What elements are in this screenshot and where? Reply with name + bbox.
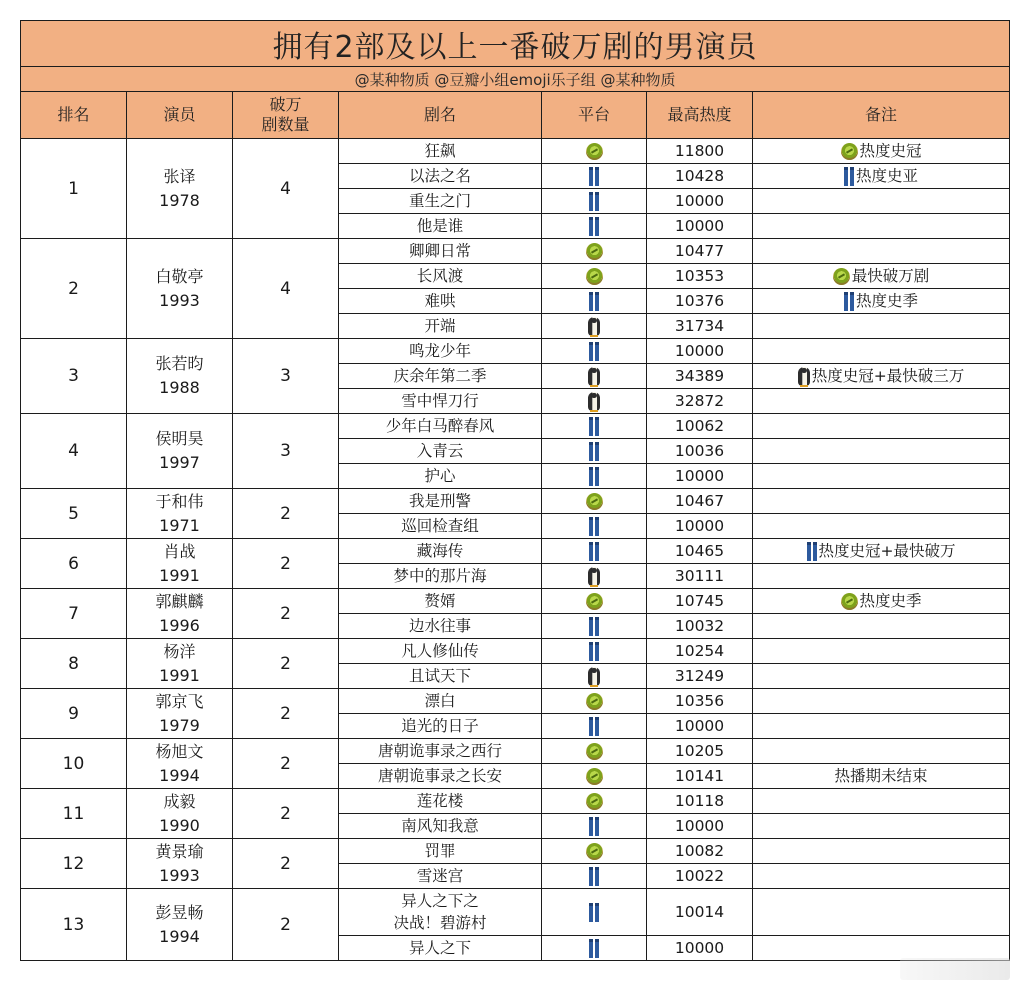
heat-cell: 10254 — [647, 639, 753, 664]
kiwi-icon — [841, 143, 858, 160]
note-cell — [753, 464, 1010, 489]
actor-name: 郭麒麟 — [155, 591, 204, 611]
platform-cell — [542, 936, 647, 961]
note-cell — [753, 164, 1010, 189]
heat-cell: 10014 — [647, 889, 753, 936]
show-name-cell: 以法之名 — [339, 164, 542, 189]
platform-cell — [542, 364, 647, 389]
jeans-icon — [589, 342, 599, 361]
actor-birth-year: 1991 — [159, 565, 200, 585]
show-name-cell: 雪迷宫 — [339, 864, 542, 889]
rank-cell: 1 — [21, 139, 127, 239]
kiwi-icon — [586, 268, 603, 285]
header-show: 剧名 — [339, 92, 542, 139]
show-name-cell: 漂白 — [339, 689, 542, 714]
actor-name: 侯明昊 — [155, 429, 204, 448]
heat-cell: 10205 — [647, 739, 753, 764]
show-name-cell: 南风知我意 — [339, 814, 542, 839]
heat-cell: 10000 — [647, 189, 753, 214]
platform-cell — [542, 214, 647, 239]
rank-cell: 12 — [21, 839, 127, 889]
jeans-icon — [844, 167, 854, 186]
show-name-cell: 异人之下 — [339, 936, 542, 961]
table-row — [21, 839, 1010, 864]
note-cell — [753, 239, 1010, 264]
actor-name: 杨洋 — [163, 641, 196, 661]
table-row — [21, 239, 1010, 264]
count-cell: 2 — [233, 639, 339, 689]
platform-cell — [542, 764, 647, 789]
show-name-cell: 长风渡 — [339, 264, 542, 289]
table-row — [21, 489, 1010, 514]
heat-cell: 32872 — [647, 389, 753, 414]
platform-cell — [542, 489, 647, 514]
note-cell — [753, 789, 1010, 814]
heat-cell: 10376 — [647, 289, 753, 314]
show-name-cell: 开端 — [339, 314, 542, 339]
actor-birth-year: 1993 — [159, 290, 200, 310]
rank-cell: 9 — [21, 689, 127, 739]
platform-cell — [542, 714, 647, 739]
heat-cell: 31734 — [647, 314, 753, 339]
platform-cell — [542, 389, 647, 414]
note-cell — [753, 214, 1010, 239]
platform-cell — [542, 839, 647, 864]
header-actor: 演员 — [127, 92, 233, 139]
show-name-cell: 追光的日子 — [339, 714, 542, 739]
actor-cell — [127, 489, 233, 539]
heat-cell: 10000 — [647, 814, 753, 839]
note-cell — [753, 589, 1010, 614]
count-cell: 4 — [233, 239, 339, 339]
show-name-cell: 且试天下 — [339, 664, 542, 689]
platform-cell — [542, 814, 647, 839]
platform-cell — [542, 239, 647, 264]
header-platform: 平台 — [542, 92, 647, 139]
platform-cell — [542, 739, 647, 764]
note-text: 最快破万剧 — [851, 267, 930, 285]
platform-cell — [542, 189, 647, 214]
note-cell — [753, 889, 1010, 936]
show-name-line2: 决战！碧游村 — [393, 914, 487, 932]
kiwi-icon — [586, 843, 603, 860]
platform-cell — [542, 639, 647, 664]
heat-cell: 10465 — [647, 539, 753, 564]
heat-cell: 10032 — [647, 614, 753, 639]
actor-cell — [127, 889, 233, 961]
actor-cell — [127, 539, 233, 589]
actor-cell — [127, 339, 233, 414]
platform-cell — [542, 439, 647, 464]
count-cell: 2 — [233, 789, 339, 839]
show-name-cell: 赘婿 — [339, 589, 542, 614]
table-row — [21, 414, 1010, 439]
show-name-cell: 巡回检查组 — [339, 514, 542, 539]
actor-name: 张若昀 — [155, 354, 204, 373]
heat-cell: 30111 — [647, 564, 753, 589]
penguin-icon — [798, 367, 810, 386]
actor-birth-year: 1978 — [159, 190, 200, 210]
show-name-cell: 凡人修仙传 — [339, 639, 542, 664]
heat-cell: 10062 — [647, 414, 753, 439]
table-row — [21, 339, 1010, 364]
show-name-cell: 重生之门 — [339, 189, 542, 214]
note-text: 热度史冠 — [859, 142, 922, 160]
table-row — [21, 889, 1010, 936]
jeans-icon — [589, 617, 599, 636]
kiwi-icon — [841, 593, 858, 610]
note-cell — [753, 364, 1010, 389]
show-name-cell: 卿卿日常 — [339, 239, 542, 264]
show-name-cell: 藏海传 — [339, 539, 542, 564]
actor-cell — [127, 589, 233, 639]
kiwi-icon — [586, 593, 603, 610]
show-name-cell: 护心 — [339, 464, 542, 489]
table-row — [21, 689, 1010, 714]
kiwi-icon — [586, 768, 603, 785]
jeans-icon — [589, 717, 599, 736]
rank-cell: 8 — [21, 639, 127, 689]
platform-cell — [542, 564, 647, 589]
show-name-cell: 庆余年第二季 — [339, 364, 542, 389]
show-name-cell: 梦中的那片海 — [339, 564, 542, 589]
jeans-icon — [589, 542, 599, 561]
table-row — [21, 639, 1010, 664]
platform-cell — [542, 164, 647, 189]
actor-name: 白敬亭 — [155, 266, 204, 286]
jeans-icon — [589, 292, 599, 311]
note-cell — [753, 839, 1010, 864]
jeans-icon — [589, 167, 599, 186]
actor-birth-year: 1996 — [159, 615, 200, 635]
count-cell: 2 — [233, 839, 339, 889]
jeans-icon — [589, 192, 599, 211]
show-name-cell: 鸣龙少年 — [339, 339, 542, 364]
kiwi-icon — [586, 743, 603, 760]
actor-cell — [127, 739, 233, 789]
penguin-icon — [588, 667, 600, 686]
actor-birth-year: 1993 — [159, 865, 200, 885]
note-cell — [753, 764, 1010, 789]
note-text: 热度史亚 — [856, 167, 919, 185]
credits-line: @某种物质 @豆瓣小组emoji乐子组 @某种物质 — [21, 67, 1010, 92]
actor-birth-year: 1994 — [159, 926, 200, 946]
penguin-icon — [588, 317, 600, 336]
heat-cell: 11800 — [647, 139, 753, 164]
actor-name: 张译 — [163, 166, 196, 186]
note-text: 热度史季 — [856, 292, 919, 310]
actor-birth-year: 1991 — [159, 665, 200, 685]
heat-cell: 10356 — [647, 689, 753, 714]
ranking-sheet — [20, 20, 1009, 961]
note-cell — [753, 614, 1010, 639]
note-cell — [753, 339, 1010, 364]
platform-cell — [542, 289, 647, 314]
actor-name: 彭昱畅 — [155, 902, 204, 922]
actor-cell — [127, 139, 233, 239]
note-cell — [753, 514, 1010, 539]
platform-cell — [542, 464, 647, 489]
rank-cell: 3 — [21, 339, 127, 414]
jeans-icon — [844, 292, 854, 311]
table-row — [21, 589, 1010, 614]
kiwi-icon — [586, 143, 603, 160]
platform-cell — [542, 264, 647, 289]
heat-cell: 31249 — [647, 664, 753, 689]
heat-cell: 10428 — [647, 164, 753, 189]
actor-cell — [127, 839, 233, 889]
rank-cell: 10 — [21, 739, 127, 789]
jeans-icon — [589, 817, 599, 836]
note-cell — [753, 414, 1010, 439]
header-count — [233, 92, 339, 139]
jeans-icon — [589, 517, 599, 536]
note-cell — [753, 714, 1010, 739]
jeans-icon — [589, 867, 599, 886]
actor-name: 黄景瑜 — [155, 841, 204, 861]
actor-name: 杨旭文 — [155, 741, 204, 761]
heat-cell: 34389 — [647, 364, 753, 389]
show-name-cell: 唐朝诡事录之西行 — [339, 739, 542, 764]
table-row — [21, 139, 1010, 164]
actor-cell — [127, 414, 233, 489]
heat-cell: 10745 — [647, 589, 753, 614]
platform-cell — [542, 139, 647, 164]
rank-cell: 11 — [21, 789, 127, 839]
table-title: 拥有2部及以上一番破万剧的男演员 — [21, 21, 1010, 67]
header-note: 备注 — [753, 92, 1010, 139]
jeans-icon — [589, 217, 599, 236]
platform-cell — [542, 664, 647, 689]
header-count-line1: 破万 — [269, 95, 302, 114]
actor-name: 肖战 — [163, 541, 196, 561]
header-count-line2: 剧数量 — [261, 115, 310, 134]
actor-cell — [127, 639, 233, 689]
actor-birth-year: 1990 — [159, 815, 200, 835]
note-text: 热播期未结束 — [834, 767, 928, 785]
note-cell — [753, 564, 1010, 589]
note-cell — [753, 689, 1010, 714]
note-cell — [753, 739, 1010, 764]
note-cell — [753, 189, 1010, 214]
platform-cell — [542, 539, 647, 564]
show-name-line1: 异人之下之 — [401, 892, 479, 910]
penguin-icon — [588, 367, 600, 386]
actor-cell — [127, 789, 233, 839]
show-name-cell: 罚罪 — [339, 839, 542, 864]
header-rank: 排名 — [21, 92, 127, 139]
table-row — [21, 739, 1010, 764]
header-heat: 最高热度 — [647, 92, 753, 139]
jeans-icon — [807, 542, 817, 561]
actor-birth-year: 1979 — [159, 715, 200, 735]
actor-birth-year: 1988 — [159, 378, 200, 397]
platform-cell — [542, 589, 647, 614]
show-name-cell: 边水往事 — [339, 614, 542, 639]
jeans-icon — [589, 642, 599, 661]
kiwi-icon — [586, 493, 603, 510]
heat-cell: 10467 — [647, 489, 753, 514]
rank-cell: 13 — [21, 889, 127, 961]
show-name-cell: 少年白马醉春风 — [339, 414, 542, 439]
platform-cell — [542, 314, 647, 339]
jeans-icon — [589, 903, 599, 922]
show-name-cell: 唐朝诡事录之长安 — [339, 764, 542, 789]
watermark — [900, 958, 1010, 980]
count-cell: 2 — [233, 689, 339, 739]
heat-cell: 10000 — [647, 214, 753, 239]
jeans-icon — [589, 417, 599, 436]
platform-cell — [542, 689, 647, 714]
kiwi-icon — [586, 243, 603, 260]
note-cell — [753, 864, 1010, 889]
note-cell — [753, 314, 1010, 339]
jeans-icon — [589, 442, 599, 461]
note-text: 热度史冠+最快破三万 — [811, 367, 965, 385]
rank-cell: 4 — [21, 414, 127, 489]
count-cell: 2 — [233, 489, 339, 539]
show-name-cell: 难哄 — [339, 289, 542, 314]
note-cell — [753, 489, 1010, 514]
note-cell — [753, 936, 1010, 961]
actor-name: 郭京飞 — [155, 691, 204, 711]
table-row — [21, 539, 1010, 564]
note-text: 热度史季 — [859, 592, 922, 610]
header-row — [21, 92, 1010, 139]
count-cell: 2 — [233, 589, 339, 639]
note-cell — [753, 264, 1010, 289]
show-name-cell: 莲花楼 — [339, 789, 542, 814]
show-name-cell — [339, 889, 542, 936]
note-cell — [753, 389, 1010, 414]
rank-cell: 6 — [21, 539, 127, 589]
actor-cell — [127, 239, 233, 339]
penguin-icon — [588, 567, 600, 586]
heat-cell: 10000 — [647, 714, 753, 739]
actor-birth-year: 1997 — [159, 453, 200, 472]
rank-cell: 5 — [21, 489, 127, 539]
kiwi-icon — [586, 693, 603, 710]
ranking-table — [20, 20, 1010, 961]
heat-cell: 10353 — [647, 264, 753, 289]
count-cell: 4 — [233, 139, 339, 239]
kiwi-icon — [586, 793, 603, 810]
heat-cell: 10477 — [647, 239, 753, 264]
heat-cell: 10000 — [647, 339, 753, 364]
heat-cell: 10082 — [647, 839, 753, 864]
count-cell: 3 — [233, 414, 339, 489]
note-cell — [753, 289, 1010, 314]
heat-cell: 10000 — [647, 514, 753, 539]
note-text: 热度史冠+最快破万 — [818, 542, 956, 560]
note-cell — [753, 814, 1010, 839]
count-cell: 3 — [233, 339, 339, 414]
table-row — [21, 789, 1010, 814]
platform-cell — [542, 614, 647, 639]
platform-cell — [542, 864, 647, 889]
note-cell — [753, 639, 1010, 664]
actor-birth-year: 1994 — [159, 765, 200, 785]
actor-name: 成毅 — [163, 791, 196, 811]
count-cell: 2 — [233, 889, 339, 961]
heat-cell: 10000 — [647, 936, 753, 961]
heat-cell: 10000 — [647, 464, 753, 489]
jeans-icon — [589, 939, 599, 958]
show-name-cell: 入青云 — [339, 439, 542, 464]
note-cell — [753, 539, 1010, 564]
heat-cell: 10036 — [647, 439, 753, 464]
actor-cell — [127, 689, 233, 739]
platform-cell — [542, 514, 647, 539]
note-cell — [753, 664, 1010, 689]
count-cell: 2 — [233, 739, 339, 789]
heat-cell: 10022 — [647, 864, 753, 889]
platform-cell — [542, 789, 647, 814]
kiwi-icon — [833, 268, 850, 285]
penguin-icon — [588, 392, 600, 411]
actor-birth-year: 1971 — [159, 515, 200, 535]
jeans-icon — [589, 467, 599, 486]
show-name-cell: 狂飙 — [339, 139, 542, 164]
rank-cell: 2 — [21, 239, 127, 339]
show-name-cell: 我是刑警 — [339, 489, 542, 514]
heat-cell: 10118 — [647, 789, 753, 814]
heat-cell: 10141 — [647, 764, 753, 789]
platform-cell — [542, 414, 647, 439]
rank-cell: 7 — [21, 589, 127, 639]
count-cell: 2 — [233, 539, 339, 589]
platform-cell — [542, 889, 647, 936]
platform-cell — [542, 339, 647, 364]
show-name-cell: 他是谁 — [339, 214, 542, 239]
note-cell — [753, 139, 1010, 164]
show-name-cell: 雪中悍刀行 — [339, 389, 542, 414]
note-cell — [753, 439, 1010, 464]
actor-name: 于和伟 — [155, 491, 204, 511]
